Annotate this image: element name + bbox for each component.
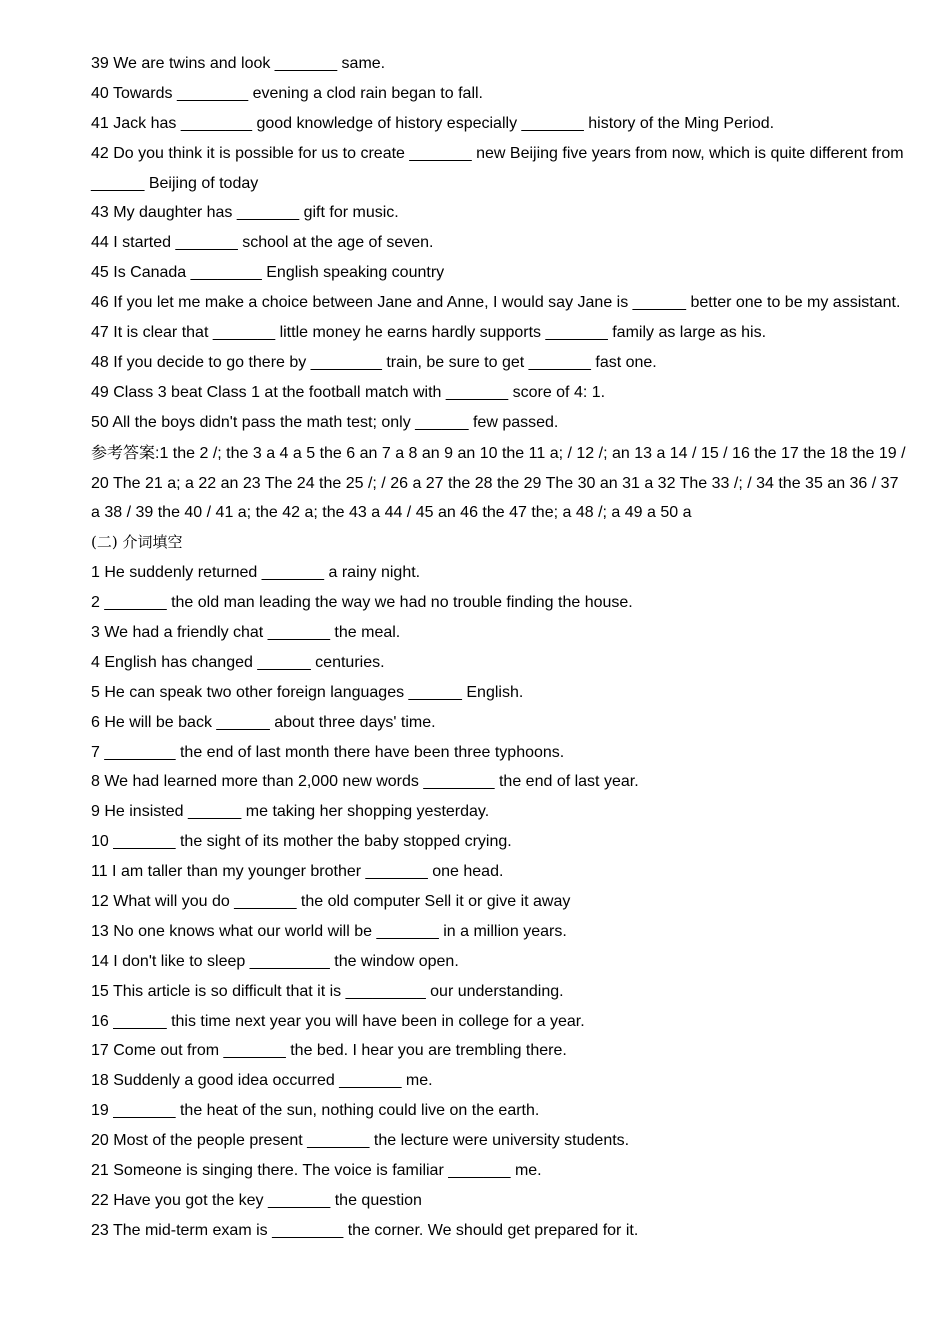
prep-question-14: 14 I don't like to sleep _________ the window open.	[91, 952, 459, 970]
question-49: 49 Class 3 beat Class 1 at the football match with _______ score of 4: 1.	[91, 383, 606, 401]
prep-question-21: 21 Someone is singing there. The voice is familiar _______ me.	[91, 1162, 542, 1180]
question-41: 41 Jack has ________ good knowledge of history especially _______ history of the Ming Period.	[91, 114, 775, 132]
prep-question-6: 6 He will be back ______ about three days' time.	[91, 713, 436, 731]
prep-question-18: 18 Suddenly a good idea occurred _______ me.	[91, 1072, 433, 1090]
prep-question-4: 4 English has changed ______ centuries.	[91, 653, 385, 671]
question-42: 42 Do you think it is possible for us to create _______ new Beijing five years from now, which is quite different from ______ Beijing of today	[91, 144, 904, 192]
question-43: 43 My daughter has _______ gift for music.	[91, 204, 399, 222]
prep-question-11: 11 I am taller than my younger brother _______ one head.	[91, 863, 504, 881]
prep-question-20: 20 Most of the people present _______ the lecture were university students.	[91, 1132, 630, 1150]
answer-key	[91, 438, 911, 529]
prep-question-13: 13 No one knows what our world will be _______ in a million years.	[91, 922, 567, 940]
prep-question-1: 1 He suddenly returned _______ a rainy night.	[91, 564, 421, 582]
prep-question-16: 16 ______ this time next year you will have been in college for a year.	[91, 1012, 585, 1030]
question-45: 45 Is Canada ________ English speaking country	[91, 264, 445, 282]
prep-question-15: 15 This article is so difficult that it is _________ our understanding.	[91, 982, 564, 1000]
section-heading: (二) 介词填空	[91, 533, 183, 552]
prep-question-7: 7 ________ the end of last month there have been three typhoons.	[91, 743, 565, 761]
question-50: 50 All the boys didn't pass the math test; only ______ few passed.	[91, 413, 559, 431]
document-content	[91, 49, 911, 1246]
prep-question-22: 22 Have you got the key _______ the question	[91, 1191, 422, 1209]
prep-question-12: 12 What will you do _______ the old computer Sell it or give it away	[91, 893, 571, 911]
question-39: 39 We are twins and look _______ same.	[91, 55, 386, 72]
prep-question-5: 5 He can speak two other foreign languages ______ English.	[91, 683, 524, 701]
prep-question-8: 8 We had learned more than 2,000 new words ________ the end of last year.	[91, 773, 639, 791]
question-46: 46 If you let me make a choice between Jane and Anne, I would say Jane is ______ better one to be my assistant.	[91, 294, 901, 312]
answer-key-text: :1 the 2 /; the 3 a 4 a 5 the 6 an 7 a 8 an 9 an 10 the 11 a; / 12 /; an 13 a 14 / 15 / 16 the 17 the 18 the 19 / 20 The 21 a; a 22 an 23 The 24 the 25 /; / 26 a 27 the 28 the 29 The 30 an 31 a 32 The 33 /; / 34 the 35 an 36 / 37 a 38 / 39 the 40 / 41 a; the 42 a; the 43 a 44 / 45 an 46 the 47 the; a 48 /; a 49 a 50 a	[91, 444, 906, 522]
prep-question-17: 17 Come out from _______ the bed. I hear you are trembling there.	[91, 1042, 567, 1060]
question-47: 47 It is clear that _______ little money he earns hardly supports _______ family as large as his.	[91, 324, 767, 342]
prep-question-2: 2 _______ the old man leading the way we had no trouble finding the house.	[91, 594, 633, 612]
prep-question-3: 3 We had a friendly chat _______ the meal.	[91, 624, 401, 642]
prep-question-9: 9 He insisted ______ me taking her shopping yesterday.	[91, 803, 490, 821]
answer-key-label: 参考答案	[91, 442, 156, 462]
prep-question-19: 19 _______ the heat of the sun, nothing could live on the earth.	[91, 1102, 540, 1120]
question-48: 48 If you decide to go there by ________ train, be sure to get _______ fast one.	[91, 353, 657, 371]
question-44: 44 I started _______ school at the age of seven.	[91, 234, 434, 252]
prep-question-23: 23 The mid-term exam is ________ the corner. We should get prepared for it.	[91, 1221, 639, 1239]
question-40: 40 Towards ________ evening a clod rain began to fall.	[91, 84, 483, 102]
prep-question-10: 10 _______ the sight of its mother the baby stopped crying.	[91, 833, 512, 851]
